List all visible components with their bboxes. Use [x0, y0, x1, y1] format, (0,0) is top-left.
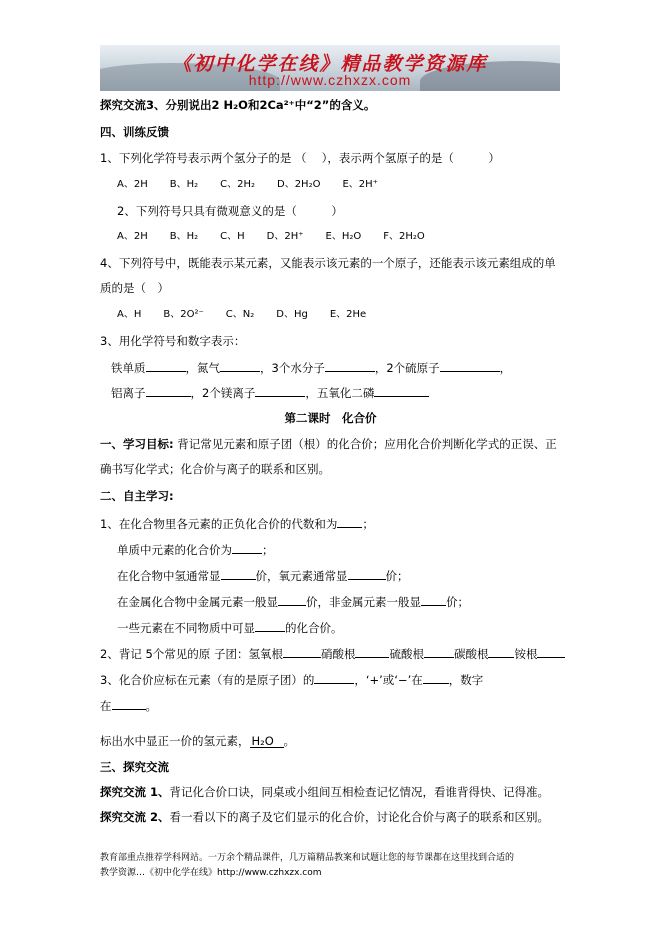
answer-blank[interactable]: [232, 541, 262, 554]
self-study-1a: 单质中元素的化合价为 ；: [117, 543, 274, 557]
section-heading-feedback: 四、训练反馈: [100, 125, 169, 139]
learning-objectives-line2: 确书写化学式；化合价与离子的联系和区别。: [100, 462, 330, 476]
self-study-3-line2: 在 。: [100, 699, 157, 713]
question-1-options: A、2H B、H₂ C、2H₂ D、2H₂O E、2H⁺: [117, 179, 378, 190]
question-1: 1、下列化学符号表示两个氢分子的是 （ ），表示两个氢原子的是（ ）: [100, 151, 500, 165]
question-3-blanks-row2: 铝离子 ，2个镁离子 ，五氧化二磷: [111, 384, 429, 401]
answer-blank[interactable]: [146, 384, 191, 397]
question-2: 2、下列符号只具有微观意义的是（ ）: [117, 204, 343, 218]
answer-blank[interactable]: [440, 359, 500, 372]
answer-blank[interactable]: [278, 593, 306, 606]
answer-blank[interactable]: [374, 384, 429, 397]
footer-line1: 教育部重点推荐学科网站。一万余个精品课件，几万篇精品教案和试题让您的每节课都在这里找到合适的: [100, 853, 515, 863]
answer-blank[interactable]: [325, 359, 375, 372]
question-3-blanks-row1: 铁单质 ，氮气 ，3个水分子 ，2个硫原子 ，: [111, 361, 512, 375]
answer-blank[interactable]: [337, 515, 362, 528]
learning-objectives-line1: 一、学习目标: 背记常见元素和原子团（根）的化合价；应用化合价判断化学式的正误、正: [100, 437, 557, 451]
answer-blank[interactable]: [314, 671, 354, 684]
answer-blank[interactable]: [421, 593, 446, 606]
self-study-4: 标出水中显正一价的氢元素， H₂O 。: [100, 734, 295, 748]
self-study-1d: 一些元素在不同物质中可显 的化合价。: [117, 621, 343, 635]
answer-blank[interactable]: [146, 359, 186, 372]
banner-title: 《初中化学在线》精品教学资源库: [172, 53, 488, 75]
answer-blank[interactable]: [220, 359, 260, 372]
section-heading-self-study: 二、自主学习:: [100, 489, 174, 503]
answer-blank[interactable]: [423, 671, 449, 684]
inquiry-2: 探究交流 2、看一看以下的离子及它们显示的化合价，讨论化合价与离子的联系和区别。: [100, 810, 550, 824]
answer-blank[interactable]: [424, 645, 454, 658]
section-heading-inquiry: 三、探究交流: [100, 760, 169, 774]
self-study-1c: 在金属化合物中金属元素一般显 价，非金属元素一般显 价；: [117, 595, 469, 609]
answer-blank[interactable]: [488, 645, 514, 658]
question-4-options: A、H B、2O²⁻ C、N₂ D、Hg E、2He: [117, 309, 367, 320]
inquiry-1: 探究交流 1、背记化合价口诀，同桌或小组间互相检查记忆情况，看谁背得快、记得准。: [100, 785, 550, 799]
answer-blank[interactable]: H₂O: [250, 733, 284, 748]
answer-blank[interactable]: [112, 697, 146, 710]
answer-blank[interactable]: [255, 384, 305, 397]
question-2-options: A、2H B、H₂ C、H D、2H⁺ E、H₂O F、2H₂O: [117, 231, 425, 242]
answer-blank[interactable]: [283, 645, 321, 658]
answer-blank[interactable]: [348, 567, 386, 580]
self-study-1: 1、在化合物里各元素的正负化合价的代数和为 ；: [100, 517, 374, 531]
answer-blank[interactable]: [355, 645, 389, 658]
banner-url[interactable]: http://www.czhxzx.com: [248, 72, 412, 88]
self-study-3-line1: 3、化合价应标在元素（有的是原子团）的 ，‘+’或‘−’在 ，数字: [100, 673, 484, 687]
self-study-2: 2、背记 5个常见的原 子团：氢氧根 硝酸根 硫酸根 碳酸根 铵根: [100, 645, 565, 662]
answer-blank[interactable]: [537, 645, 565, 658]
footer-line2: 教学资源…《初中化学在线》http://www.czhxzx.com: [100, 868, 322, 878]
question-3: 3、用化学符号和数字表示：: [100, 334, 246, 348]
exercise-3-prompt: 探究交流3、分别说出2 H₂O和2Ca²⁺中“2”的含义。: [100, 98, 376, 112]
question-4-line2: 质的是（ ）: [100, 281, 169, 295]
lesson-2-title: 第二课时 化合价: [284, 411, 377, 425]
self-study-1b: 在化合物中氢通常显 价，氧元素通常显 价；: [117, 569, 409, 583]
answer-blank[interactable]: [255, 619, 285, 632]
question-4-line1: 4、下列符号中，既能表示某元素，又能表示该元素的一个原子，还能表示该元素组成的单: [100, 256, 556, 270]
header-banner: [100, 45, 560, 91]
answer-blank[interactable]: [221, 567, 256, 580]
